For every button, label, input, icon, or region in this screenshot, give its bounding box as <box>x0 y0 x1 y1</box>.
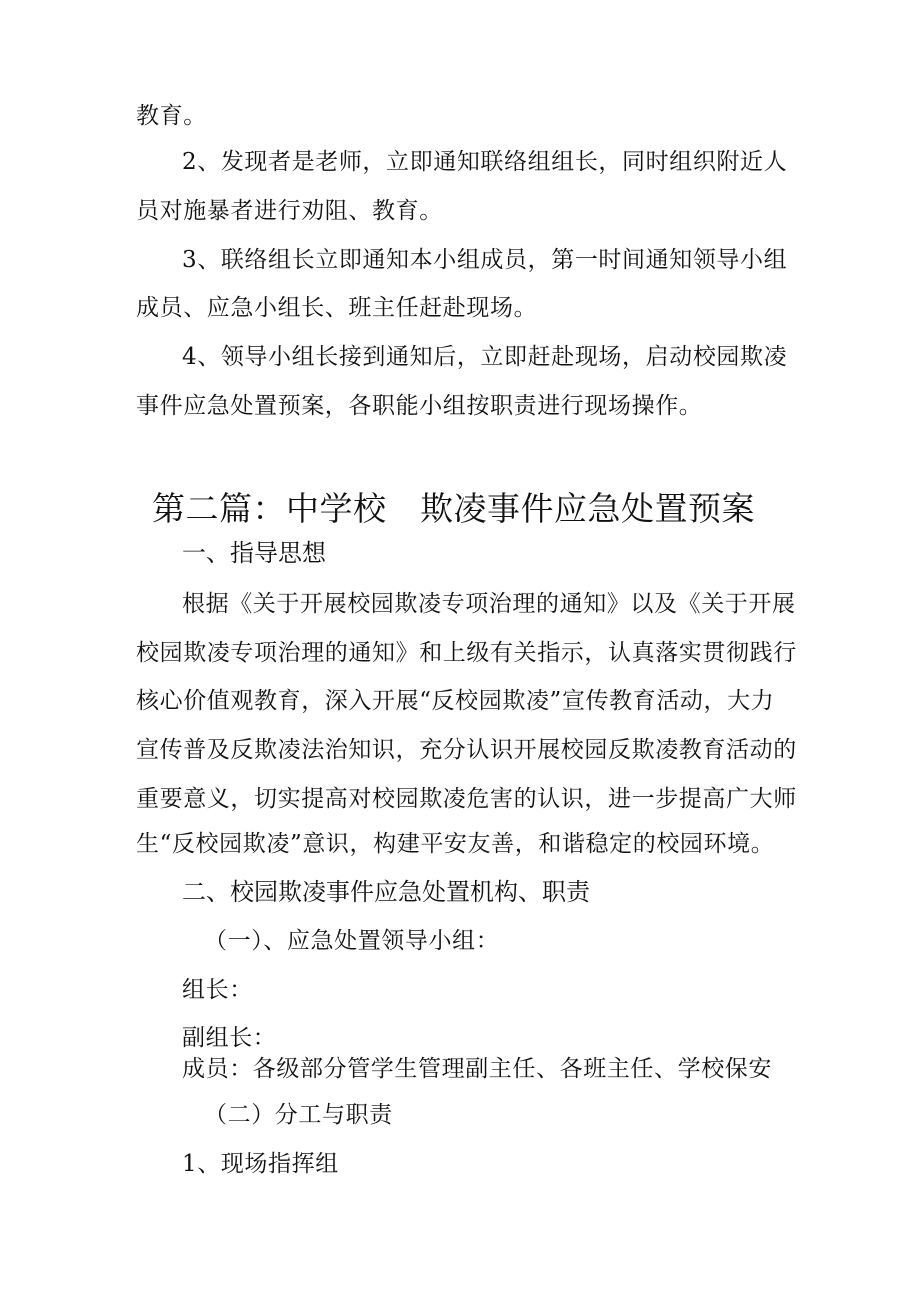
document-title-part1: 第二篇：中学校 <box>152 489 387 528</box>
paragraph-line: 宣传普及反欺凌法治知识，充分认识开展校园反欺凌教育活动的 <box>136 737 797 763</box>
paragraph-line: 核心价值观教育，深入开展“反校园欺凌”宣传教育活动，大力 <box>136 688 775 714</box>
paragraph-line: 3、联络组长立即通知本小组成员，第一时间通知领导小组 <box>182 247 788 273</box>
list-item: 1、现场指挥组 <box>182 1151 339 1177</box>
section-heading: 一、指导思想 <box>182 539 326 567</box>
paragraph-line: 教育。 <box>136 103 207 129</box>
paragraph-line: 成员、应急小组长、班主任赶赴现场。 <box>136 295 538 321</box>
paragraph-line: 根据《关于开展校园欺凌专项治理的通知》以及《关于开展 <box>182 591 796 617</box>
subsection-heading: （一）、应急处置领导小组： <box>204 928 500 954</box>
document-title-part2: 欺凌事件应急处置预案 <box>420 489 755 528</box>
members-line: 成员：各级部分管学生管理副主任、各班主任、学校保安 <box>182 1056 772 1082</box>
paragraph-line: 生“反校园欺凌”意识，构建平安友善，和谐稳定的校园环境。 <box>136 831 775 857</box>
section-heading: 二、校园欺凌事件应急处置机构、职责 <box>182 878 590 906</box>
paragraph-line: 事件应急处置预案，各职能小组按职责进行现场操作。 <box>136 393 703 419</box>
paragraph-line: 2、发现者是老师，立即通知联络组组长，同时组织附近人 <box>182 149 788 175</box>
paragraph-line: 员对施暴者进行劝阻、教育。 <box>136 198 443 224</box>
deputy-line: 副组长： <box>182 1025 277 1051</box>
paragraph-line: 4、领导小组长接到通知后，立即赶赴现场，启动校园欺凌 <box>182 344 788 370</box>
leader-line: 组长： <box>182 977 253 1003</box>
paragraph-line: 重要意义，切实提高对校园欺凌危害的认识，进一步提高广大师 <box>136 786 797 812</box>
paragraph-line: 校园欺凌专项治理的通知》和上级有关指示，认真落实贯彻践行 <box>136 640 797 666</box>
subsection-heading: （二）分工与职责 <box>204 1102 393 1128</box>
